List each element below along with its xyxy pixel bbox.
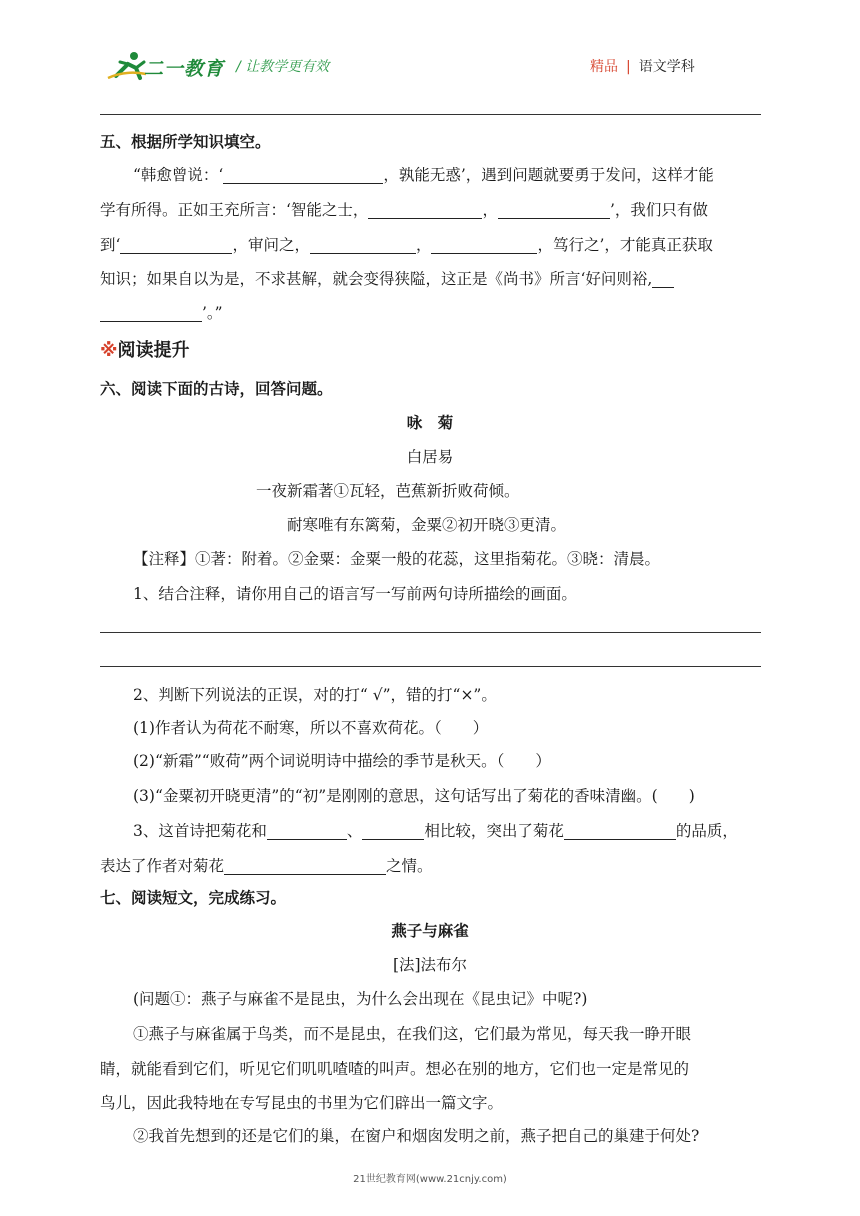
section5-line1 xyxy=(133,164,714,186)
question-2-item-3: (3)“金粟初开晓更清”的“初”是刚刚的意思，这句话写出了菊花的香味清幽。( ) xyxy=(133,787,695,805)
page-footer: 21世纪教育网(www.21cnjy.com) xyxy=(353,1174,507,1185)
text-fragment: 知识；如果自以为是，不求甚解，就会变得狭隘，这正是《尚书》所言‘好问则裕, xyxy=(100,270,653,288)
text-fragment: 3、这首诗把菊花和 xyxy=(133,822,267,840)
section5-line3 xyxy=(100,234,713,256)
text-fragment: 学有所得。正如王充所言：‘智能之士， xyxy=(100,201,369,219)
section6-title: 六、阅读下面的古诗，回答问题。 xyxy=(100,380,333,398)
brand-slogan: / 让教学更有效 xyxy=(236,59,330,75)
fill-blank[interactable] xyxy=(267,823,347,840)
header-separator: | xyxy=(626,59,631,75)
fill-blank[interactable] xyxy=(223,167,383,184)
story-para-2: ②我首先想到的还是它们的巢，在窗户和烟囱发明之前，燕子把自己的巢建于何处? xyxy=(133,1127,700,1145)
fill-blank[interactable] xyxy=(224,858,386,875)
poem-note: 【注释】①著：附着。②金粟：金粟一般的花蕊，这里指菊花。③晓：清晨。 xyxy=(133,550,661,568)
fill-blank[interactable] xyxy=(310,237,416,254)
question-2: 2、判断下列说法的正误，对的打“ √”，错的打“×”。 xyxy=(133,686,497,704)
reading-heading xyxy=(100,340,190,362)
story-author: [法]法布尔 xyxy=(392,956,468,974)
header-divider xyxy=(100,114,761,115)
fill-blank[interactable] xyxy=(498,202,610,219)
text-fragment: ’。” xyxy=(202,304,223,322)
text-fragment: ， xyxy=(482,201,498,219)
text-fragment: 到‘ xyxy=(100,236,121,254)
story-title: 燕子与麻雀 xyxy=(391,922,469,940)
question-3-line1 xyxy=(133,820,738,842)
fill-blank[interactable] xyxy=(362,823,424,840)
section5-line5 xyxy=(100,302,223,324)
reference-mark-icon: ※ xyxy=(100,340,118,361)
question-2-item-2: (2)“新霜”“败荷”两个词说明诗中描绘的季节是秋天。（ ） xyxy=(133,752,551,770)
text-fragment: 的品质， xyxy=(675,822,738,840)
text-fragment: ，孰能无惑’，遇到问题就要勇于发问，这样才能 xyxy=(383,166,714,184)
text-fragment: 相比较，突出了菊花 xyxy=(424,822,564,840)
fill-blank[interactable] xyxy=(120,237,232,254)
poem-line-1: 一夜新霜著①瓦轻，芭蕉新折败荷倾。 xyxy=(256,482,520,500)
text-fragment: ， xyxy=(415,236,432,254)
fill-blank[interactable] xyxy=(100,305,202,322)
section7-title: 七、阅读短文，完成练习。 xyxy=(100,889,287,907)
story-para-1c: 鸟儿，因此我特地在专写昆虫的书里为它们辟出一篇文字。 xyxy=(100,1094,504,1112)
story-para-1b: 睛，就能看到它们，听见它们叽叽喳喳的叫声。想必在别的地方，它们也一定是常见的 xyxy=(100,1060,690,1078)
section5-line2 xyxy=(100,199,708,221)
text-fragment: 表达了作者对菊花 xyxy=(100,857,225,875)
subject-label: 语文学科 xyxy=(638,59,695,75)
fill-blank[interactable] xyxy=(564,823,676,840)
text-fragment: ，审问之， xyxy=(232,236,310,254)
question-3-line2 xyxy=(100,855,433,877)
reading-heading-text: 阅读提升 xyxy=(117,340,190,361)
quality-label: 精品 xyxy=(590,59,618,75)
text-fragment: 、 xyxy=(346,822,363,840)
answer-line[interactable] xyxy=(100,666,761,667)
poem-author: 白居易 xyxy=(406,448,454,466)
brand-name: 二一教育 xyxy=(144,58,225,80)
text-fragment: ’，我们只有做 xyxy=(609,201,708,219)
story-question-intro: (问题①：燕子与麻雀不是昆虫，为什么会出现在《昆虫记》中呢?) xyxy=(133,990,588,1008)
text-fragment: 之情。 xyxy=(386,857,433,875)
header-right xyxy=(590,56,695,76)
story-para-1: ①燕子与麻雀属于鸟类，而不是昆虫，在我们这，它们最为常见，每天我一睁开眼 xyxy=(133,1025,692,1043)
text-fragment: ，笃行之’，才能真正获取 xyxy=(537,236,713,254)
question-1: 1、结合注释，请你用自己的语言写一写前两句诗所描绘的画面。 xyxy=(133,585,577,603)
fill-blank[interactable] xyxy=(431,237,537,254)
question-2-item-1: (1)作者认为荷花不耐寒，所以不喜欢荷花。（ ） xyxy=(133,719,489,737)
text-fragment: “韩愈曾说：‘ xyxy=(133,166,224,184)
fill-blank[interactable] xyxy=(368,202,482,219)
fill-blank[interactable] xyxy=(652,271,674,288)
poem-line-2: 耐寒唯有东篱菊，金粟②初开晓③更清。 xyxy=(287,516,567,534)
section5-title: 五、根据所学知识填空。 xyxy=(100,133,271,151)
poem-title: 咏 菊 xyxy=(406,414,454,432)
section5-line4 xyxy=(100,268,674,290)
answer-line[interactable] xyxy=(100,632,761,633)
